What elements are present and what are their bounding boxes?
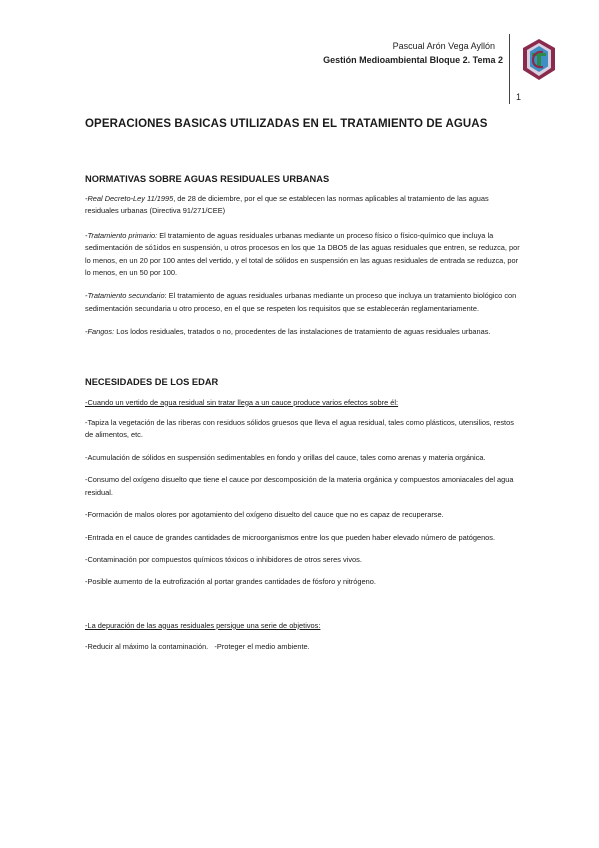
list-item-efecto-3: -Consumo del oxígeno disuelto que tiene el cauce por descomposición de la materia orgánica y compuestos amoniacales del agua residual. (85, 475, 514, 497)
term-tratamiento-secundario: -Tratamiento secundario (85, 291, 165, 301)
paragraph-objetivos: -Reducir al máximo la contaminación. -Proteger el medio ambiente. (85, 642, 310, 652)
paragraph-fangos (85, 326, 520, 338)
paragraph-tratamiento-primario (85, 230, 520, 280)
header-subject: Gestión Medioambiental Bloque 2. Tema 2 (323, 55, 503, 65)
list-item-efecto-6: -Contaminación por compuestos químicos tóxicos o inhibidores de otros seres vivos. (85, 554, 362, 564)
text-tratamiento-primario: El tratamiento de aguas residuales urbanas mediante un proceso físico o físico-químico que incluya la sedimentación de só1idos en suspensión, u otros procesos en los que 1a DBO5 de las aguas residuales que entren, se reduzca, por lo menos, en un 20 por 100 antes del vertido, y el total de sólidos en suspensión en las aguas residuales de entrada se reduzca, por lo menos, en un 50 por 100. (85, 230, 520, 278)
paragraph-objetivos-intro: -La depuración de las aguas residuales persigue una serie de objetivos: (85, 620, 321, 630)
term-fangos: -Fangos: (85, 327, 115, 337)
header-divider (509, 34, 510, 104)
text-tratamiento-secundario: : El tratamiento de aguas residuales urbanas mediante un proceso que incluya un tratamiento biológico con sedimentación secundaria u otro proceso, en el que se respeten los requisitos que se establecerán reglamentariamente. (85, 291, 517, 313)
page-number: 1 (516, 92, 522, 102)
paragraph-vertido-intro: -Cuando un vertido de agua residual sin tratar llega a un cauce produce varios efectos sobre él: (85, 397, 399, 407)
list-item-efecto-5: -Entrada en el cauce de grandes cantidades de microorganismos entre los que pueden haber elevado número de patógenos. (85, 532, 496, 542)
paragraph-tratamiento-secundario (85, 290, 520, 315)
document-body (85, 118, 520, 654)
ct-logo-icon (521, 38, 557, 82)
text-fangos: Los lodos residuales, tratados o no, procedentes de las instalaciones de tratamiento de aguas residuales urbanas. (114, 327, 491, 337)
term-tratamiento-primario: -Tratamiento primario: (85, 230, 158, 240)
paragraph-real-decreto (85, 193, 520, 218)
list-item-efecto-1: -Tapiza la vegetación de las riberas con residuos sólidos gruesos que lleva el agua residual, tales como plásticos, utensilios, restos de alimentos, etc. (85, 418, 514, 440)
list-item-efecto-4: -Formación de malos olores por agotamiento del oxígeno disuelto del cauce que no es capaz de recuperarse. (85, 510, 444, 520)
section-heading-necesidades: NECESIDADES DE LOS EDAR (85, 376, 219, 387)
list-item-efecto-2: -Acumulación de sólidos en suspensión sedimentables en fondo y orillas del cauce, tales como arenas y materia orgánica. (85, 452, 486, 462)
text-real-decreto: , de 28 de diciembre, por el que se establecen las normas aplicables al tratamiento de las aguas residuales urbanas (Directiva 91/271/CEE) (85, 194, 489, 216)
header-author: Pascual Arón Vega Ayllón (392, 41, 495, 51)
term-real-decreto: -Real Decreto-Ley 11/1995 (85, 194, 174, 203)
list-item-efecto-7: -Posible aumento de la eutrofización al portar grandes cantidades de fósforo y nitrógeno. (85, 577, 376, 587)
document-title: OPERACIONES BASICAS UTILIZADAS EN EL TRATAMIENTO DE AGUAS (85, 118, 488, 130)
section-heading-normativas: NORMATIVAS SOBRE AGUAS RESIDUALES URBANAS (85, 174, 330, 184)
